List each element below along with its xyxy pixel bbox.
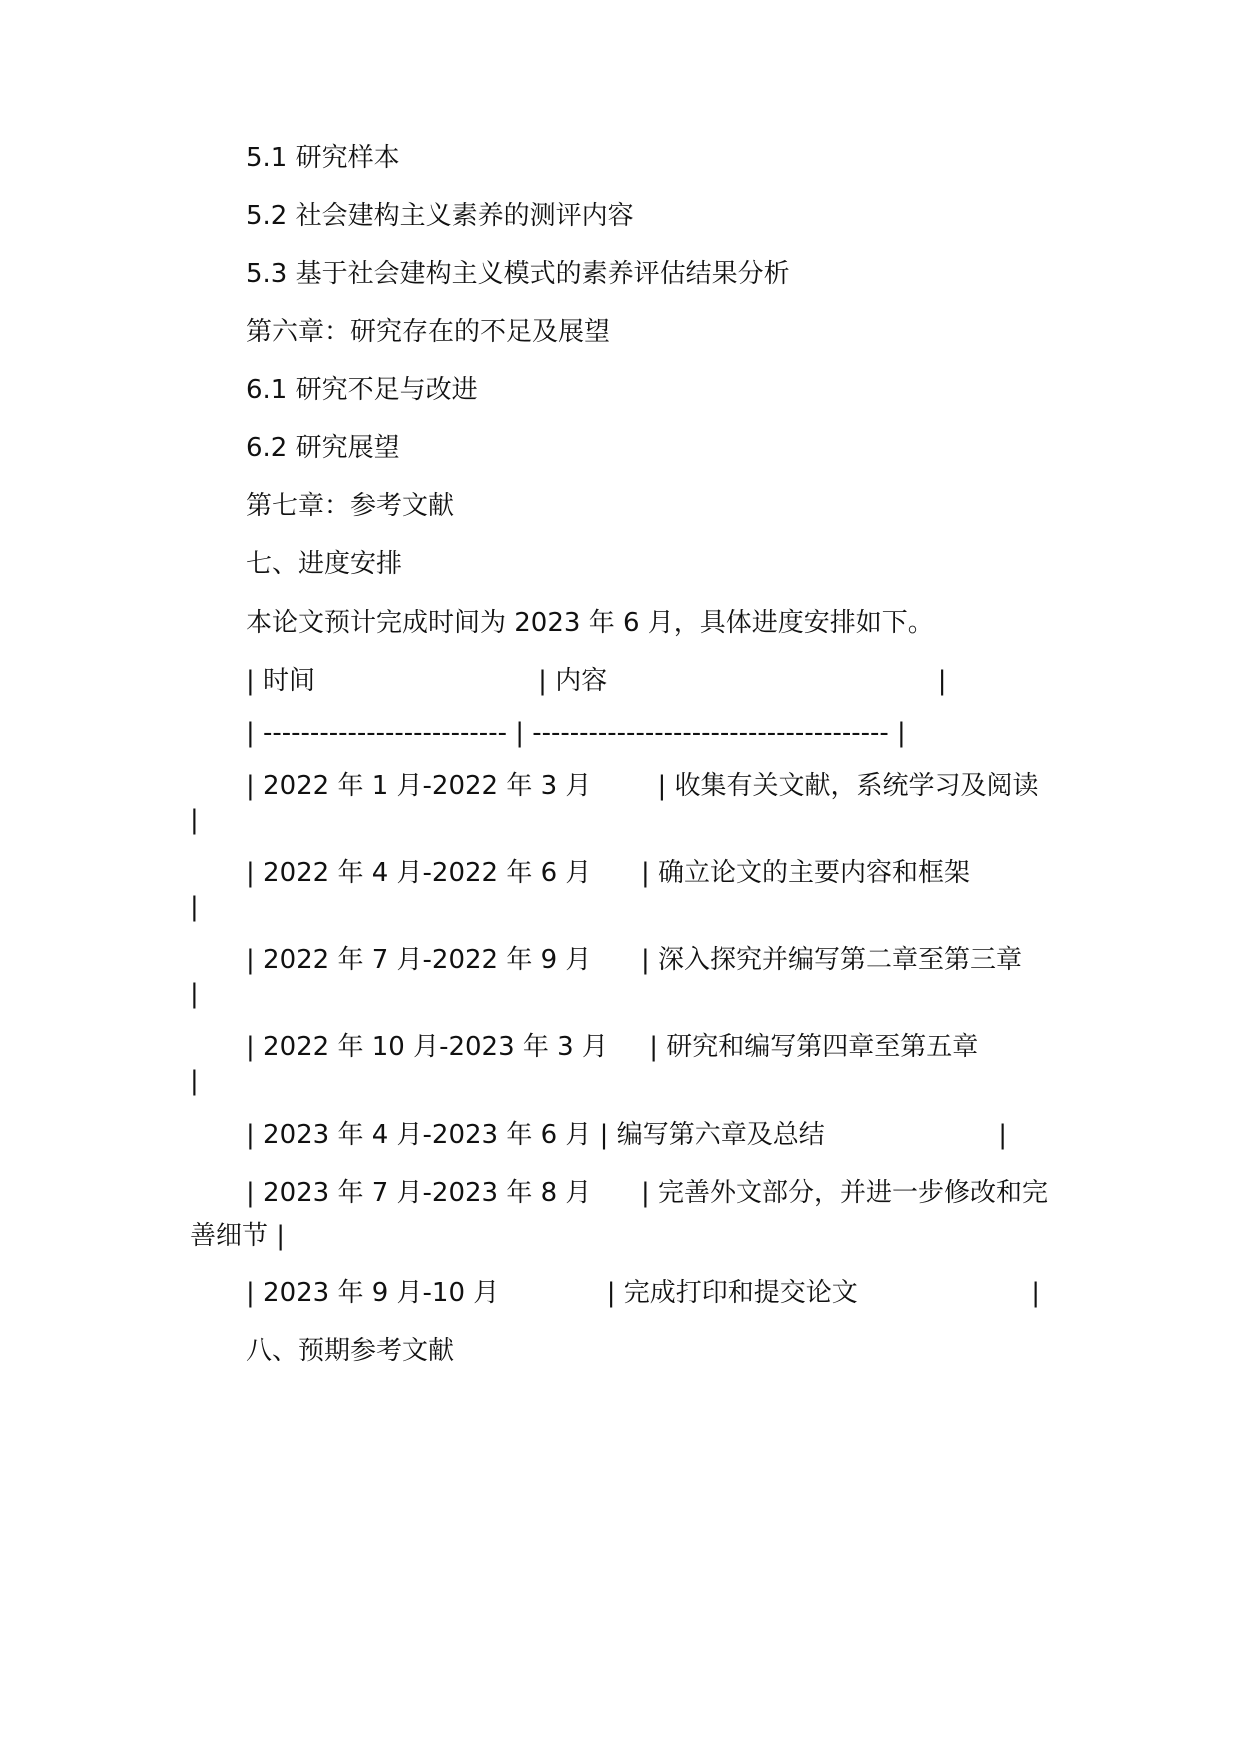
- table-row-7: | 2023 年 9 月-10 月 | 完成打印和提交论文 |: [246, 1278, 1041, 1308]
- references-heading: 八、预期参考文献: [246, 1336, 455, 1366]
- table-row-5: | 2023 年 4 月-2023 年 6 月 | 编写第六章及总结 |: [246, 1120, 1008, 1150]
- outline-item-6-2: 6.2 研究展望: [246, 433, 400, 463]
- table-row-1: | 2022 年 1 月-2022 年 3 月 | 收集有关文献，系统学习及阅读: [246, 771, 1039, 801]
- table-separator-row: | -------------------------- | -------------------------------------- |: [246, 718, 906, 748]
- schedule-intro: 本论文预计完成时间为 2023 年 6 月，具体进度安排如下。: [246, 608, 934, 638]
- outline-item-5-2: 5.2 社会建构主义素养的测评内容: [246, 201, 634, 231]
- schedule-heading: 七、进度安排: [246, 549, 403, 579]
- outline-chapter-6: 第六章：研究存在的不足及展望: [246, 317, 611, 347]
- table-row-4-wrap: |: [190, 1066, 199, 1096]
- table-row-2: | 2022 年 4 月-2022 年 6 月 | 确立论文的主要内容和框架: [246, 858, 971, 888]
- table-row-2-wrap: |: [190, 892, 199, 922]
- table-row-1-wrap: |: [190, 805, 199, 835]
- outline-item-5-1: 5.1 研究样本: [246, 143, 400, 173]
- table-row-3-wrap: |: [190, 979, 199, 1009]
- table-row-6-wrap: 善细节 |: [190, 1221, 286, 1251]
- table-row-4: | 2022 年 10 月-2023 年 3 月 | 研究和编写第四章至第五章: [246, 1032, 979, 1062]
- outline-item-6-1: 6.1 研究不足与改进: [246, 375, 478, 405]
- outline-item-5-3: 5.3 基于社会建构主义模式的素养评估结果分析: [246, 259, 790, 289]
- table-row-3: | 2022 年 7 月-2022 年 9 月 | 深入探究并编写第二章至第三章: [246, 945, 1023, 975]
- table-row-6: | 2023 年 7 月-2023 年 8 月 | 完善外文部分，并进一步修改和完: [246, 1178, 1049, 1208]
- outline-chapter-7: 第七章：参考文献: [246, 491, 455, 521]
- table-header-row: | 时间 | 内容 |: [246, 666, 947, 696]
